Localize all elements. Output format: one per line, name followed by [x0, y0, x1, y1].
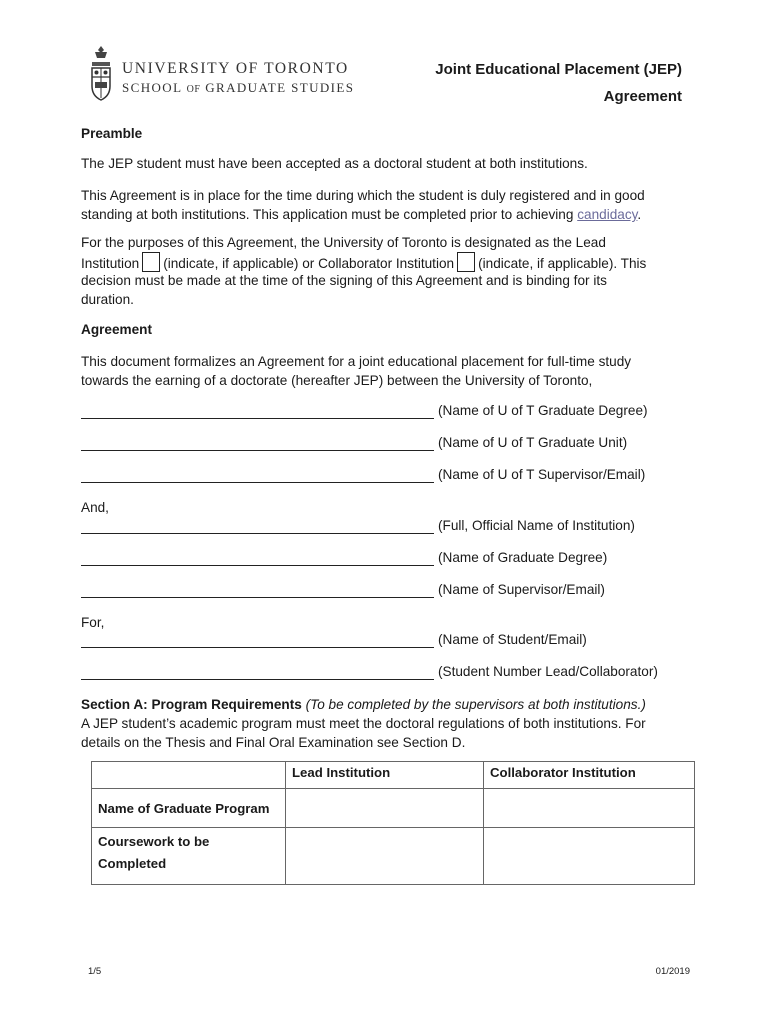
graduate-program-label: Name of Graduate Program [92, 789, 286, 828]
partner-degree-label: (Name of Graduate Degree) [438, 550, 608, 565]
title-line-2: Agreement [603, 88, 682, 105]
table-row [92, 789, 695, 828]
logo-of: OF [186, 84, 201, 95]
coursework-label-line-1: Coursework to be [98, 834, 210, 849]
lead-graduate-program-cell[interactable] [286, 789, 484, 828]
table-header-row [92, 762, 695, 789]
coursework-label [92, 828, 286, 885]
logo-school-part: SCHOOL [122, 80, 182, 95]
collaborator-institution-header: Collaborator Institution [484, 762, 695, 789]
preamble-heading: Preamble [81, 126, 143, 141]
logo-school-name [122, 80, 354, 96]
partner-institution-field[interactable] [81, 533, 434, 534]
partner-degree-field[interactable] [81, 565, 434, 566]
coursework-label-line-2: Completed [98, 856, 167, 871]
uoft-supervisor-label: (Name of U of T Supervisor/Email) [438, 467, 646, 482]
logo-university-name: UNIVERSITY OF TORONTO [122, 60, 349, 77]
lead-coursework-cell[interactable] [286, 828, 484, 885]
preamble-paragraph-3-line-1: For the purposes of this Agreement, the University of Toronto is designated as the Lead [81, 235, 606, 250]
lead-institution-header: Lead Institution [286, 762, 484, 789]
section-a-title: Section A: Program Requirements [81, 697, 302, 712]
uoft-unit-field[interactable] [81, 450, 434, 451]
title-line-1: Joint Educational Placement (JEP) [435, 61, 682, 78]
section-a-heading [81, 695, 646, 714]
agreement-heading: Agreement [81, 322, 153, 337]
candidacy-link[interactable]: candidacy [577, 207, 638, 222]
collaborator-institution-checkbox[interactable] [457, 252, 475, 272]
student-name-field[interactable] [81, 647, 434, 648]
preamble-text: standing at both institutions. This application must be completed prior to achieving [81, 207, 578, 222]
revision-date: 01/2019 [655, 966, 690, 977]
logo-graduate-part: GRADUATE STUDIES [205, 80, 355, 95]
and-label: And, [81, 500, 109, 515]
table-row [92, 828, 695, 885]
preamble-paragraph-2-line-2 [81, 205, 641, 224]
agreement-paragraph-line-1: This document formalizes an Agreement for a joint educational placement for full-time study [81, 354, 632, 369]
institution-text: Institution [81, 256, 140, 271]
section-a-line-2: details on the Thesis and Final Oral Examination see Section D. [81, 735, 466, 750]
lead-institution-checkbox[interactable] [142, 252, 160, 272]
preamble-paragraph-3-line-3: decision must be made at the time of the signing of this Agreement and is binding for its [81, 273, 607, 288]
student-name-label: (Name of Student/Email) [438, 632, 587, 647]
collaborator-coursework-cell[interactable] [484, 828, 695, 885]
agreement-paragraph-line-2: towards the earning of a doctorate (hereafter JEP) between the University of Toronto, [81, 373, 593, 388]
preamble-paragraph-1: The JEP student must have been accepted as a doctoral student at both institutions. [81, 156, 588, 171]
student-number-field[interactable] [81, 679, 434, 680]
crest-icon [86, 44, 116, 108]
section-a-line-1: A JEP student’s academic program must meet the doctoral regulations of both institutions. For [81, 716, 646, 731]
preamble-paragraph-2-line-1: This Agreement is in place for the time during which the student is duly registered and in good [81, 188, 645, 203]
uoft-supervisor-field[interactable] [81, 482, 434, 483]
student-number-label: (Student Number Lead/Collaborator) [438, 664, 658, 679]
preamble-text-period: . [637, 207, 642, 222]
indicate-text: (indicate, if applicable). This [478, 256, 647, 271]
table-corner-cell [92, 762, 286, 789]
section-a-note: (To be completed by the supervisors at both institutions.) [305, 697, 646, 712]
collaborator-text: (indicate, if applicable) or Collaborator Institution [163, 256, 455, 271]
collaborator-graduate-program-cell[interactable] [484, 789, 695, 828]
program-requirements-table [91, 761, 695, 885]
uoft-unit-label: (Name of U of T Graduate Unit) [438, 435, 628, 450]
preamble-paragraph-3-line-4: duration. [81, 292, 134, 307]
for-label: For, [81, 615, 105, 630]
partner-institution-label: (Full, Official Name of Institution) [438, 518, 635, 533]
document-title [435, 56, 682, 110]
partner-supervisor-field[interactable] [81, 597, 434, 598]
uoft-degree-field[interactable] [81, 418, 434, 419]
university-logo [86, 44, 366, 108]
partner-supervisor-label: (Name of Supervisor/Email) [438, 582, 605, 597]
page-number: 1/5 [88, 966, 102, 977]
preamble-paragraph-3-line-2 [81, 252, 646, 273]
uoft-degree-label: (Name of U of T Graduate Degree) [438, 403, 648, 418]
